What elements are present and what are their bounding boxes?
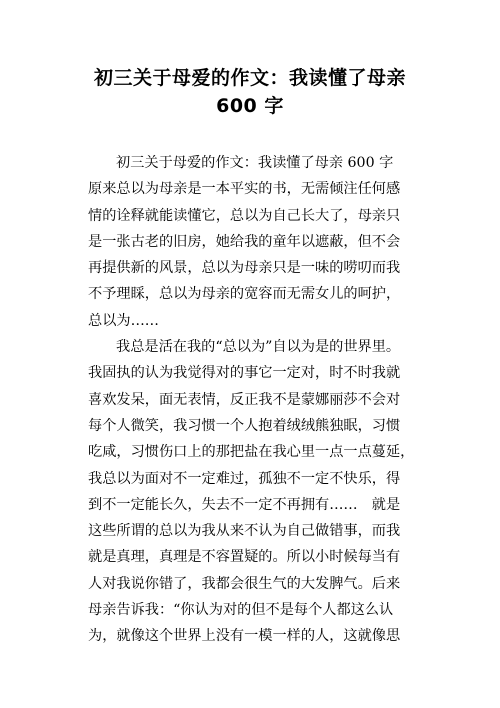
- body-line: 人对我说你错了，我都会很生气的大发脾气。后来: [88, 575, 401, 592]
- body-line: 不予理睬，总以为母亲的宽容而无需女儿的呵护，: [88, 286, 401, 303]
- body-line: 到不一定能长久，失去不一定不再拥有…… 就是: [88, 496, 401, 513]
- body-line: 为，就像这个世界上没有一模一样的人，这就像思: [88, 628, 401, 645]
- body-line: 就是真理，真理是不容置疑的。所以小时候每当有: [88, 549, 401, 566]
- body-line: 总以为……: [88, 312, 159, 329]
- body-line: 我固执的认为我觉得对的事它一定对，时不时我就: [88, 365, 401, 382]
- body-line: 母亲告诉我：“你认为对的但不是每个人都这么认: [88, 602, 394, 619]
- body-line: 喜欢发呆，面无表情，反正我不是蒙娜丽莎不会对: [88, 391, 401, 408]
- body-line: 再提供新的风景，总以为母亲只是一味的唠叨而我: [88, 260, 401, 277]
- body-line: 情的诠释就能读懂它，总以为自己长大了，母亲只: [88, 207, 401, 224]
- document-title-line-2: 600 字: [216, 95, 284, 117]
- body-line: 我总是活在我的“总以为”自以为是的世界里。: [116, 339, 401, 356]
- body-line: 吃咸，习惯伤口上的那把盐在我心里一点一点蔓延，: [88, 444, 415, 461]
- document-body: [88, 150, 418, 650]
- body-line: 我总以为面对不一定难过，孤独不一定不快乐，得: [88, 470, 401, 487]
- body-line: 初三关于母爱的作文：我读懂了母亲 600 字: [116, 155, 394, 171]
- document-title-line-1: 初三关于母爱的作文：我读懂了母亲: [93, 67, 406, 89]
- body-line: 这些所谓的总以为我从来不认为自己做错事，而我: [88, 523, 401, 540]
- body-line: 每个人微笑，我习惯一个人抱着绒绒熊独眠，习惯: [88, 417, 401, 434]
- body-line: 是一张古老的旧房，她给我的童年以遮蔽，但不会: [88, 233, 401, 250]
- body-line: 原来总以为母亲是一本平实的书，无需倾注任何感: [88, 181, 401, 198]
